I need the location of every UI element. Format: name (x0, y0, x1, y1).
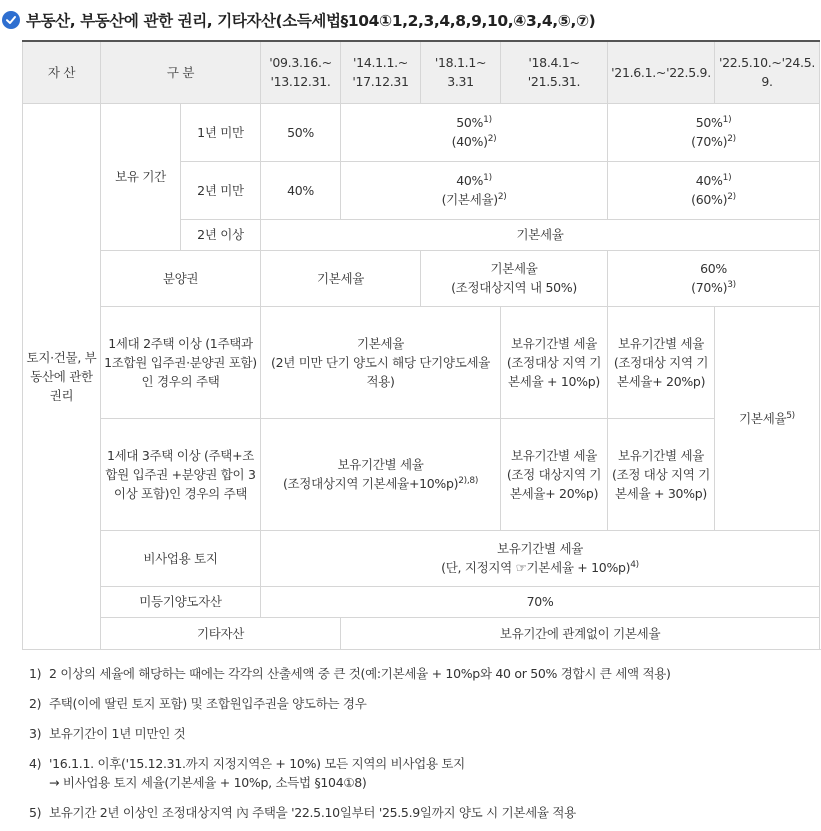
check-circle-icon (2, 11, 20, 29)
tax-rate-table (22, 40, 820, 650)
table-cell: 보유기간에 관계없이 기본세율 (341, 617, 820, 649)
table-cell: 보유기간별 세율 (단, 지정지역 ☞기본세율 + 10%p)$^{4)}$ (261, 530, 820, 586)
footnotes (29, 664, 821, 822)
table-cell: 40%$^{1)}$ $(60\%)^{2)}$ (608, 161, 820, 219)
table-cell: 60% $(70\%)^{3)}$ (608, 250, 820, 306)
table-cell: 보유기간별 세율 (조정 대상지역 기본세율+ 20%p) (501, 418, 608, 530)
row-label: 기타자산 (101, 617, 341, 649)
table-cell: 40% (261, 161, 341, 219)
header-period: '21.6.1.~'22.5.9. (608, 41, 715, 103)
table-cell: 보유기간별 세율 (조정대상 지역 기본세율+ 20%p) (608, 306, 715, 418)
section-heading (0, 0, 821, 40)
row-label: 1세대 3주택 이상 (주택+조합원 입주권 +분양권 합이 3이상 포함)인 경우의 주택 (101, 418, 261, 530)
row-label: 2년 이상 (181, 219, 261, 250)
header-period: '18.1.1~ 3.31 (421, 41, 501, 103)
row-label: 1년 미만 (181, 103, 261, 161)
row-label: 분양권 (101, 250, 261, 306)
page-title: 부동산, 부동산에 관한 권리, 기타자산(소득세법§104①1,2,3,4,8,9,10,④3,4,⑤,⑦) (26, 12, 596, 30)
row-label: 비사업용 토지 (101, 530, 261, 586)
footnote-item: 3) 보유기간이 1년 미만인 것 (29, 725, 186, 741)
table-cell: 기본세율$^{5)}$ (715, 306, 820, 530)
table-cell: 50%$^{1)}$ $(40\%)^{2)}$ (341, 103, 608, 161)
table-cell: 보유기간별 세율 (조정대상지역 기본세율+10%p)$^{2),8)}$ (261, 418, 501, 530)
row-label: 2년 미만 (181, 161, 261, 219)
table-cell: 40%$^{1)}$ (기본세율)$^{2)}$ (341, 161, 608, 219)
table-cell: 기본세율 (261, 250, 421, 306)
row-label: 1세대 2주택 이상 (1주택과 1조합원 입주권·분양권 포함)인 경우의 주택 (101, 306, 261, 418)
table-cell: 기본세율 (261, 219, 820, 250)
footnote-item: 5) 보유기간 2년 이상인 조정대상지역 內 주택을 '22.5.10일부터 '25.5.9일까지 양도 시 기본세율 적용 (29, 804, 576, 820)
table-cell: 보유기간별 세율(조정 대상 지역 기본세율 + 30%p) (608, 418, 715, 530)
footnote-item: 2) 주택(이에 딸린 토지 포함) 및 조합원입주권을 양도하는 경우 (29, 695, 367, 711)
row-label: 미등기양도자산 (101, 586, 261, 617)
footnote-item: 4) '16.1.1. 이후('15.12.31.까지 지정지역은 + 10%) 모든 지역의 비사업용 토지 → 비사업용 토지 세율(기본세율 + 10%p, 소득법 §104①8) (29, 755, 465, 790)
footnote-item: 1) 2 이상의 세율에 해당하는 때에는 각각의 산출세액 중 큰 것(예:기본세율 + 10%p와 40 or 50% 경합시 큰 세액 적용) (29, 665, 671, 681)
table-cell: 기본세율 (2년 미만 단기 양도시 해당 단기양도세율 적용) (261, 306, 501, 418)
header-period: '18.4.1~ '21.5.31. (501, 41, 608, 103)
table-cell: 보유기간별 세율 (조정대상 지역 기본세율 + 10%p) (501, 306, 608, 418)
header-period: '09.3.16.~ '13.12.31. (261, 41, 341, 103)
header-asset: 자 산 (23, 41, 101, 103)
table-cell: 50% (261, 103, 341, 161)
table-cell: 70% (261, 586, 820, 617)
header-period: '14.1.1.~ '17.12.31 (341, 41, 421, 103)
header-category: 구 분 (101, 41, 261, 103)
header-period: '22.5.10.~'24.5. 9. (715, 41, 820, 103)
asset-land-cell: 토지·건물, 부동산에 관한 권리 (23, 103, 101, 649)
table-cell: 기본세율 (조정대상지역 내 50%) (421, 250, 608, 306)
holding-period-cell: 보유 기간 (101, 103, 181, 250)
table-cell: 50%$^{1)}$ $(70\%)^{2)}$ (608, 103, 820, 161)
